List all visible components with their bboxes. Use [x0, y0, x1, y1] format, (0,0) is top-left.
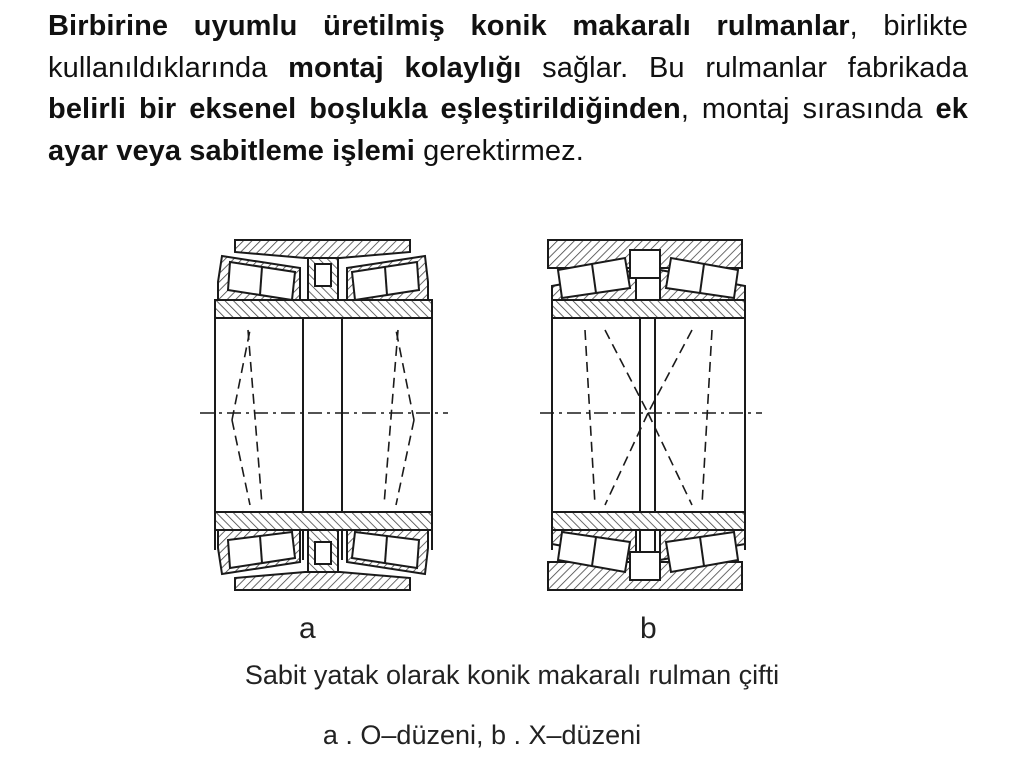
figure-caption: Sabit yatak olarak konik makaralı rulman çifti	[244, 660, 780, 690]
text-2: sağlar. Bu rulmanlar fabrikada	[521, 51, 968, 84]
text-bold-1: Birbirine uyumlu üretilmiş konik makaralı rulmanlar	[48, 10, 850, 42]
text-bold-2: montaj kolaylığı	[288, 51, 522, 84]
figure-subcaption: a . O–düzeni, b . X–düzeni	[322, 720, 642, 750]
text-bold-4: ek ayar veya sabitleme işlemi	[48, 93, 968, 167]
text-bold-3: belirli bir eksenel boşlukla eşleştirildiğinden	[48, 93, 681, 125]
figure-label-a: a	[299, 612, 316, 645]
text-3: , montaj sırasında	[680, 93, 936, 125]
text-1: , birlikte kullanıldıklarında	[48, 10, 968, 84]
text-4: gerektirmez.	[414, 134, 584, 167]
bearing-a-drawing	[200, 240, 448, 590]
bearing-b-drawing	[540, 240, 762, 590]
figure-label-b: b	[640, 612, 657, 645]
